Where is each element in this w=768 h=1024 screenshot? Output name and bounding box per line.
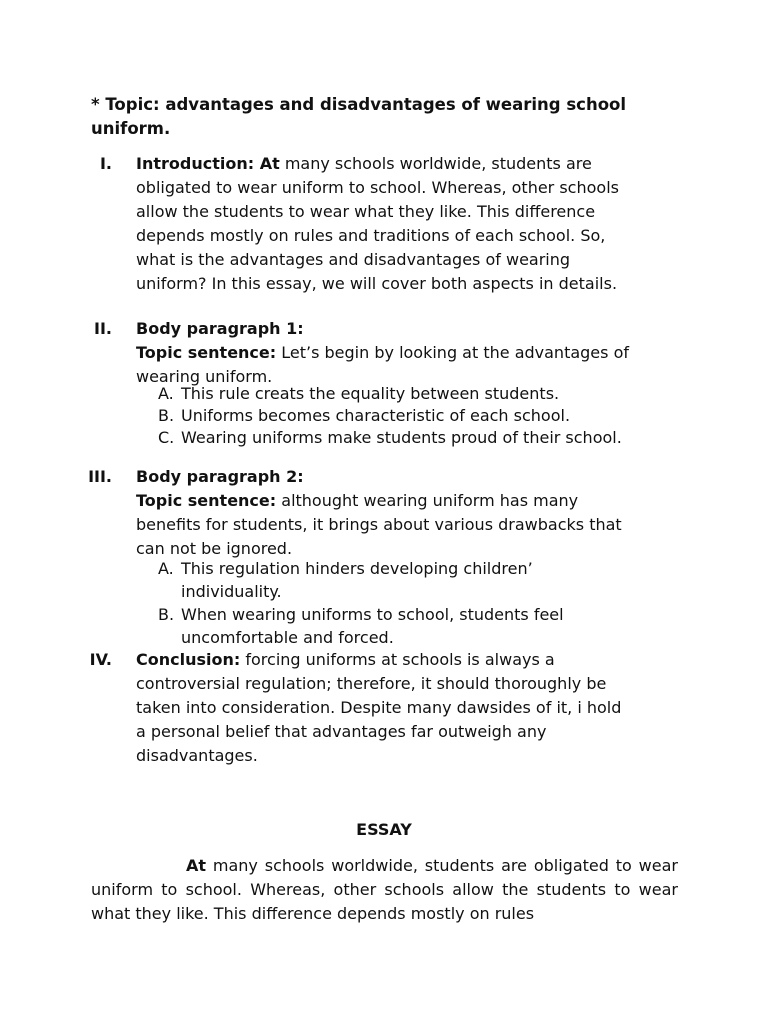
- intro-line: uniform? In this essay, we will cover both aspects in details.: [136, 274, 618, 293]
- intro-line: [136, 152, 686, 176]
- essay-title: ESSAY: [356, 820, 412, 839]
- list-text: This regulation hinders developing children’: [181, 559, 533, 578]
- topic-sentence-line: can not be ignored.: [136, 539, 293, 558]
- list-item: [158, 603, 678, 626]
- section-body: [136, 648, 686, 768]
- list-text: Uniforms becomes characteristic of each school.: [181, 406, 571, 425]
- list-text-continued: uncomfortable and forced.: [181, 628, 394, 647]
- list-letter: B.: [158, 605, 175, 624]
- section-heading: Body paragraph 2:: [136, 467, 304, 486]
- intro-text: many schools worldwide, students are: [284, 154, 592, 173]
- topic-heading: * Topic: advantages and disadvantages of wearing school uniform.: [91, 95, 627, 138]
- intro-label: Introduction: At: [136, 154, 280, 173]
- conclusion-line: controversial regulation; therefore, it should thoroughly be: [136, 674, 607, 693]
- topic-sentence-label: Topic sentence:: [136, 343, 277, 362]
- intro-line: depends mostly on rules and traditions of each school. So,: [136, 226, 606, 245]
- list-text-continued: individuality.: [181, 582, 282, 601]
- list-item: [158, 383, 678, 405]
- topic-sentence-line: benefits for students, it brings about various drawbacks that: [136, 515, 622, 534]
- list-letter: C.: [158, 428, 175, 447]
- list-letter: A.: [158, 384, 174, 403]
- intro-line: obligated to wear uniform to school. Whereas, other schools: [136, 178, 619, 197]
- section-numeral: I.: [99, 154, 112, 173]
- list-text: Wearing uniforms make students proud of their school.: [181, 428, 622, 447]
- point-list: [158, 383, 678, 449]
- section-numeral: IV.: [89, 650, 112, 669]
- list-letter: A.: [158, 559, 174, 578]
- essay-paragraph: [91, 854, 678, 926]
- topic-sentence-text: althought wearing uniform has many: [281, 491, 579, 510]
- topic-sentence-line: wearing uniform.: [136, 367, 273, 386]
- conclusion-text: forcing uniforms at schools is always a: [245, 650, 555, 669]
- section-numeral: II.: [94, 319, 112, 338]
- intro-line: what is the advantages and disadvantages of wearing: [136, 250, 571, 269]
- topic-sentence-line: [136, 341, 686, 365]
- conclusion-line: taken into consideration. Despite many dawsides of it, i hold: [136, 698, 622, 717]
- topic-sentence-text: Let’s begin by looking at the advantages of: [281, 343, 629, 362]
- point-list: [158, 557, 678, 649]
- list-letter: B.: [158, 406, 175, 425]
- essay-text: many schools worldwide, students are obligated to wear uniform to school. Whereas, other schools allow the students to wear what they like. This difference depends mostly on rules: [91, 856, 678, 923]
- conclusion-label: Conclusion:: [136, 650, 241, 669]
- essay-first-word: At: [186, 856, 207, 875]
- section-heading: Body paragraph 1:: [136, 319, 304, 338]
- list-item: [158, 405, 678, 427]
- conclusion-line: disadvantages.: [136, 746, 258, 765]
- conclusion-line: a personal belief that advantages far outweigh any: [136, 722, 547, 741]
- list-text: This rule creats the equality between students.: [181, 384, 560, 403]
- section-body: [136, 152, 686, 296]
- conclusion-line: [136, 648, 686, 672]
- intro-line: allow the students to wear what they like. This difference: [136, 202, 596, 221]
- section-numeral: III.: [88, 467, 112, 486]
- topic-sentence-label: Topic sentence:: [136, 491, 277, 510]
- section-body: [136, 465, 686, 561]
- list-item: [158, 557, 678, 580]
- section-body: [136, 317, 686, 389]
- list-text: When wearing uniforms to school, students feel: [181, 605, 564, 624]
- list-item: [158, 427, 678, 449]
- topic-sentence-line: [136, 489, 686, 513]
